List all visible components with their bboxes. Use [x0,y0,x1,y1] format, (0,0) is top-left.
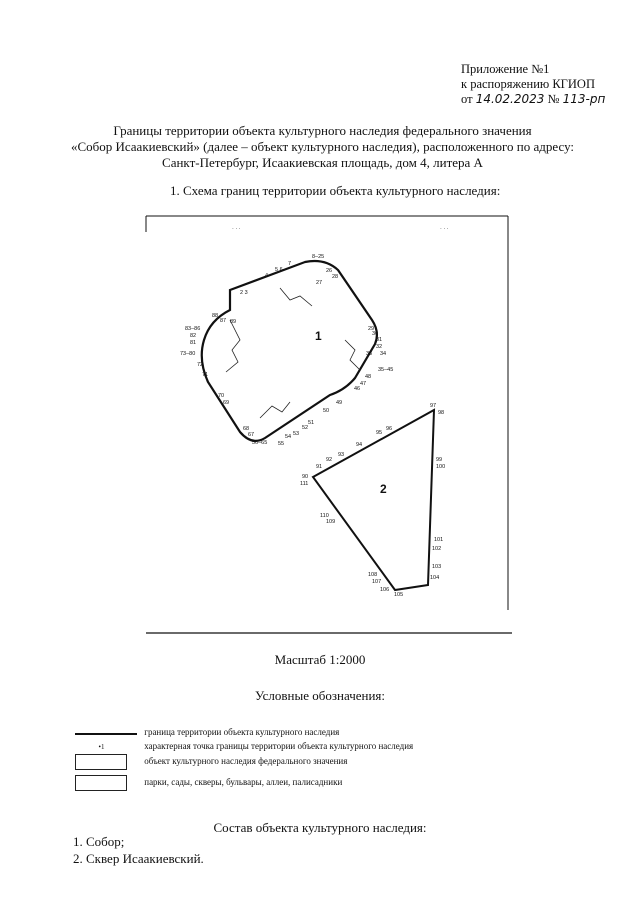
legend-text: парки, сады, скверы, бульвары, аллеи, палисадники [144,777,343,788]
point-106: 106 [380,587,390,593]
point-111: 111 [300,481,309,487]
point-100: 100 [436,464,446,470]
building-edge-top [280,288,312,306]
area-2-boundary [313,410,434,590]
point-47: 47 [360,381,367,387]
point-53: 53 [293,431,300,437]
point-82: 82 [190,333,197,339]
point-52: 52 [302,425,309,431]
legend-item-parks [75,775,342,791]
point-109: 109 [326,519,336,525]
point-89: 89 [230,319,237,325]
point-99: 99 [436,457,443,463]
number-value: 113-рп [562,92,606,106]
box-icon [75,754,128,770]
boundary-map [140,210,515,635]
building-edge-right [345,340,360,370]
point-95: 95 [376,430,383,436]
point-67: 67 [248,432,255,438]
point-68: 68 [243,426,250,432]
point-27: 27 [316,280,323,286]
title-line3: Санкт-Петербург, Исаакиевская площадь, дом 4, литера А [162,155,483,170]
point-70: 70 [218,393,225,399]
point-96: 96 [386,426,393,432]
appendix-line2: к распоряжению КГИОП [461,77,595,91]
point-71: 71 [202,372,209,378]
legend-text: характерная точка границы территории объекта культурного наследия [144,741,414,751]
point-81: 81 [190,340,197,346]
point-103: 103 [432,564,442,570]
point-101: 101 [434,537,444,543]
composition-item-2: 2. Сквер Исаакиевский. [73,851,204,866]
speck-2: · · · [440,226,449,232]
point-5-6: 5 6 [275,267,283,273]
title-line1: Границы территории объекта культурного наследия федерального значения [113,123,532,138]
point-56-65: 56–65 [252,440,268,446]
point-88: 88 [212,313,219,319]
point-108: 108 [368,572,378,578]
point-48: 48 [365,374,372,380]
point-49: 49 [336,400,343,406]
document-title [60,123,585,171]
title-line2: «Собор Исаакиевский» (далее – объект культурного наследия), расположенного по адресу: [70,139,575,154]
point-28: 28 [332,274,339,280]
date-prefix: от [461,92,473,106]
point-102: 102 [432,546,442,552]
point-50: 50 [323,408,330,414]
map-scale: Масштаб 1:2000 [274,652,366,667]
point-72: 72 [197,362,204,368]
point-30: 30 [372,331,379,337]
point-98: 98 [438,410,445,416]
area-2-label: 2 [380,482,387,496]
point-26: 26 [326,268,333,274]
building-edge-bottom [260,402,290,418]
section-heading: 1. Схема границ территории объекта культурного наследия: [170,183,501,198]
point-69: 69 [223,400,230,406]
point-34: 34 [380,351,387,357]
date-value: 14.02.2023 [475,92,545,106]
point-31: 31 [376,337,383,343]
appendix-date-line [461,92,605,107]
legend-item-heritage-object [75,754,347,770]
box-icon [75,775,128,791]
point-91: 91 [316,464,323,470]
point-54: 54 [285,434,292,440]
point-97: 97 [430,403,437,409]
point-8-25: 8–25 [312,254,325,260]
boundary-line-icon [75,728,128,738]
composition-item-1: 1. Собор; [73,834,125,849]
legend-title: Условные обозначения: [254,688,386,703]
point-94: 94 [356,442,363,448]
point-51: 51 [308,420,315,426]
composition-title: Состав объекта культурного наследия: [213,820,427,835]
legend-text: граница территории объекта культурного наследия [144,727,340,737]
area-1-label: 1 [315,329,322,343]
point-110: 110 [320,513,329,519]
speck-1: · · · [232,226,241,232]
point-93: 93 [338,452,345,458]
point-46: 46 [354,386,361,392]
legend-item-point [75,741,413,751]
point-107: 107 [372,579,382,585]
point-104: 104 [430,575,440,581]
point-73-80: 73–80 [180,351,196,357]
point-105: 105 [394,592,404,598]
point-33: 33 [366,351,373,357]
number-prefix: № [547,92,560,106]
point-2-3: 2 3 [240,290,248,296]
point-35-45: 35–45 [378,367,394,373]
point-92: 92 [326,457,333,463]
point-90: 90 [302,474,309,480]
point-29: 29 [368,326,375,332]
area-1-boundary [202,261,377,441]
point-marker-icon: •1 [98,742,105,751]
point-4: 4 [265,273,269,279]
appendix-header [461,62,605,107]
point-7: 7 [288,261,292,267]
point-87: 87 [220,318,227,324]
point-55: 55 [278,441,285,447]
building-edge-left [226,320,240,372]
point-32: 32 [376,344,383,350]
appendix-line1: Приложение №1 [461,62,550,76]
point-83-86: 83–86 [185,326,201,332]
legend-item-boundary [75,727,339,738]
legend-text: объект культурного наследия федерального значения [144,756,348,767]
